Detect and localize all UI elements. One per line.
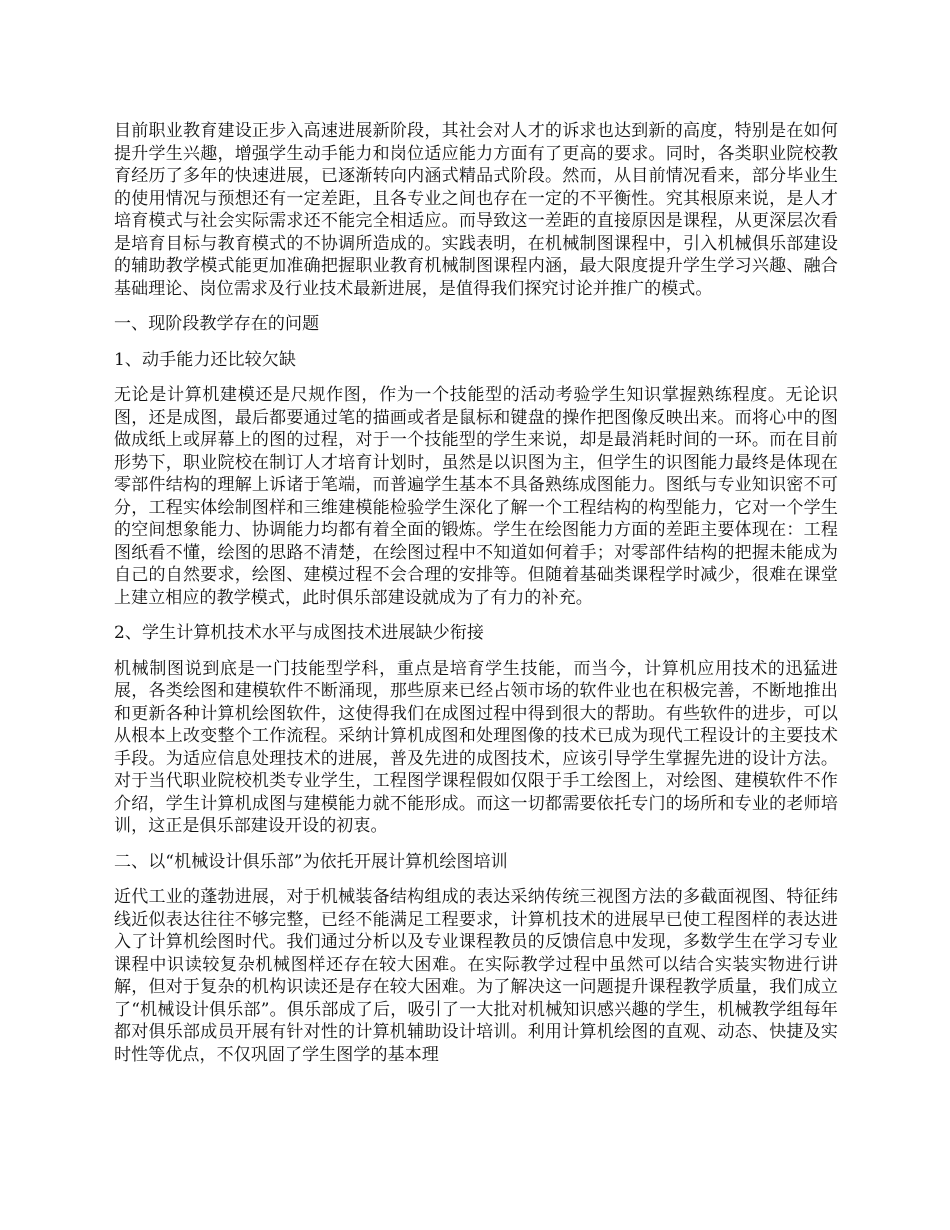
paragraph-computer-skills: 机械制图说到底是一门技能型学科，重点是培育学生技能，而当今，计算机应用技术的迅猛进展，各类绘图和建模软件不断涌现，那些原来已经占领市场的软件业也在积极完善，不断地推出和更新各种计算机绘图软件，这使得我们在成图过程中得到很大的帮助。有些软件的进步，可以从根本上改变整个工作流程。采纳计算机成图和处理图像的技术已成为现代工程设计的主要技术手段。为适应信息处理技术的进展，普及先进的成图技术，应该引导学生掌握先进的设计方法。对于当代职业院校机类专业学生，工程图学课程假如仅限于手工绘图上，对绘图、建模软件不作介绍，学生计算机成图与建模能力就不能形成。而这一切都需要依托专门的场所和专业的老师培训，这正是俱乐部建设开设的初衷。 bbox=[114, 658, 838, 836]
paragraph-hands-on-ability: 无论是计算机建模还是尺规作图，作为一个技能型的活动考验学生知识掌握熟练程度。无论识图，还是成图，最后都要通过笔的描画或者是鼠标和键盘的操作把图像反映出来。而将心中的图做成纸上或屏幕上的图的过程，对于一个技能型的学生来说，却是最消耗时间的一环。而在目前形势下，职业院校在制订人才培育计划时，虽然是以识图为主，但学生的识图能力最终是体现在零部件结构的理解上诉诸于笔端，而普遍学生基本不具备熟练成图能力。图纸与专业知识密不可分，工程实体绘制图样和三维建模能检验学生深化了解一个工程结构的构型能力，它对一个学生的空间想象能力、协调能力均都有着全面的锻炼。学生在绘图能力方面的差距主要体现在：工程图纸看不懂，绘图的思路不清楚，在绘图过程中不知道如何着手；对零部件结构的把握未能成为自己的自然要求，绘图、建模过程不会合理的安排等。但随着基础类课程学时减少，很难在课堂上建立相应的教学模式，此时俱乐部建设就成为了有力的补充。 bbox=[114, 385, 838, 608]
paragraph-club-training: 近代工业的蓬勃进展，对于机械装备结构组成的表达采纳传统三视图方法的多截面视图、特征纬线近似表达往往不够完整，已经不能满足工程要求，计算机技术的进展早已使工程图样的表达进入了计算机绘图时代。我们通过分析以及专业课程教员的反馈信息中发现，多数学生在学习专业课程中识读较复杂机械图样还存在较大困难。在实际教学过程中虽然可以结合实装实物进行讲解，但对于复杂的机构识读还是存在较大困难。为了解决这一问题提升课程教学质量，我们成立了“机械设计俱乐部”。俱乐部成了后，吸引了一大批对机械知识感兴趣的学生，机械教学组每年都对俱乐部成员开展有针对性的计算机辅助设计培训。利用计算机绘图的直观、动态、快捷及实时性等优点，不仅巩固了学生图学的基本理 bbox=[114, 887, 838, 1065]
section-heading-1: 一、现阶段教学存在的问题 bbox=[114, 314, 320, 334]
subsection-heading-1-2: 2、学生计算机技术水平与成图技术进展缺少衔接 bbox=[114, 623, 485, 643]
document-body bbox=[114, 120, 838, 1079]
paragraph-intro: 目前职业教育建设正步入高速进展新阶段，其社会对人才的诉求也达到新的高度，特别是在如何提升学生兴趣，增强学生动手能力和岗位适应能力方面有了更高的要求。同时，各类职业院校教育经历了多年的快速进展，已逐渐转向内涵式精品式阶段。然而，从目前情况看来，部分毕业生的使用情况与预想还有一定差距，且各专业之间也存在一定的不平衡性。究其根原来说，是人才培育模式与社会实际需求还不能完全相适应。而导致这一差距的直接原因是课程，从更深层次看是培育目标与教育模式的不协调所造成的。实践表明，在机械制图课程中，引入机械俱乐部建设的辅助教学模式能更加准确把握职业教育机械制图课程内涵，最大限度提升学生学习兴趣、融合基础理论、岗位需求及行业技术最新进展，是值得我们探究讨论并推广的模式。 bbox=[114, 121, 838, 299]
subsection-heading-1-1: 1、动手能力还比较欠缺 bbox=[114, 349, 296, 370]
section-heading-2: 二、以“机械设计俱乐部”为依托开展计算机绘图培训 bbox=[114, 851, 508, 872]
